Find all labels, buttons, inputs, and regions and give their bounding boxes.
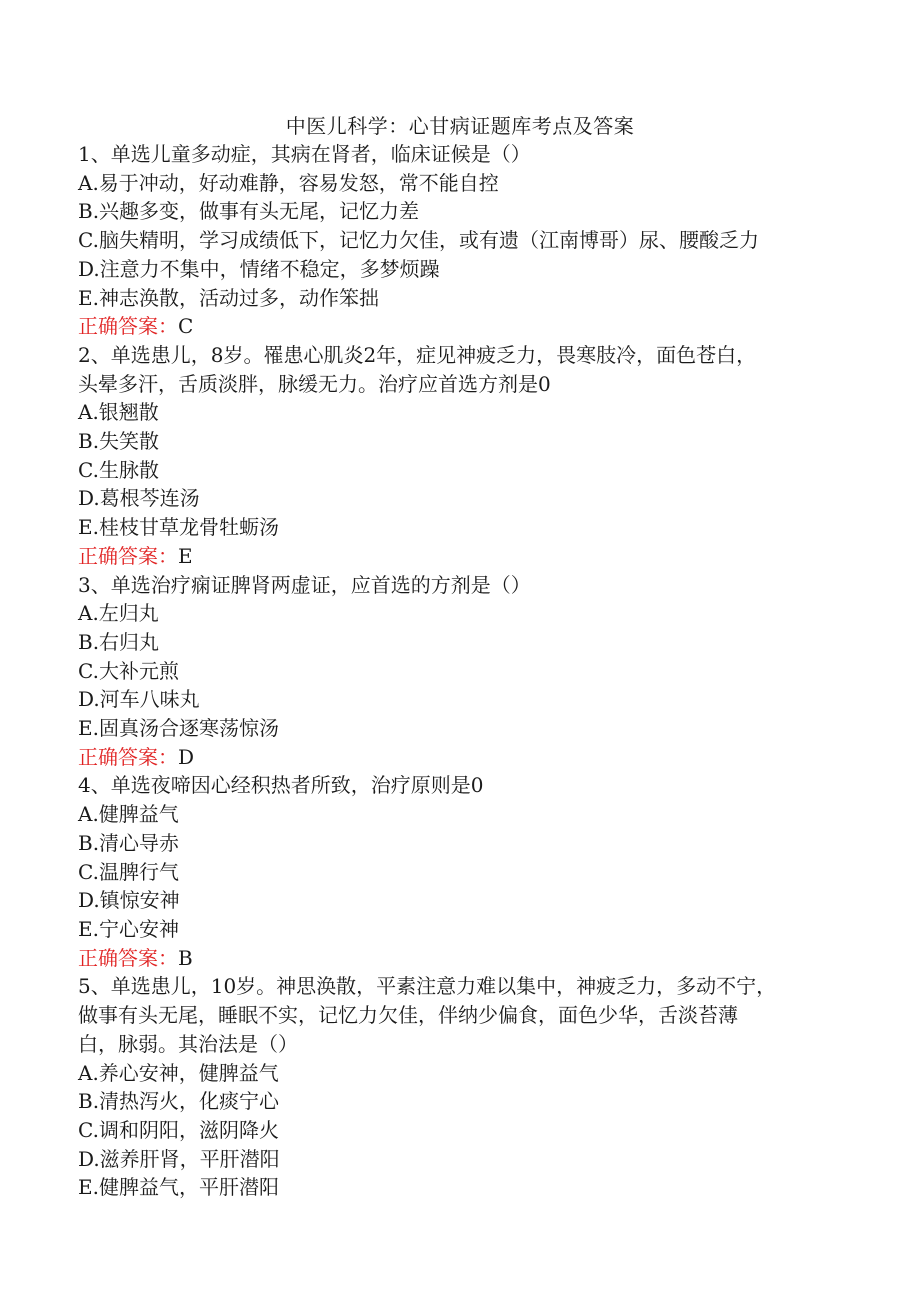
answer-label: 正确答案： [78, 543, 178, 568]
option-a: A.养心安神，健脾益气 [78, 1060, 279, 1085]
question-stem: 4、单选夜啼因心经积热者所致，治疗原则是0 [78, 773, 484, 798]
question-stem: 5、单选患儿，10岁。神思涣散，平素注意力难以集中，神疲乏力，多动不宁， [78, 974, 777, 999]
question-stem: 3、单选治疗痫证脾肾两虚证，应首选的方剂是（） [78, 572, 531, 597]
answer-line [78, 944, 828, 973]
question-stem-continued: 头晕多汗，舌质淡胖，脉缓无力。治疗应首选方剂是0 [78, 371, 551, 396]
option-a: A.银翘散 [78, 400, 159, 425]
question-stem-continued: 白，脉弱。其治法是（） [78, 1031, 298, 1056]
answer-line [78, 542, 828, 571]
answer-value: C [178, 314, 194, 339]
question-1 [78, 140, 828, 341]
option-c: C.温脾行气 [78, 859, 179, 884]
question-2 [78, 341, 828, 571]
answer-line [78, 743, 828, 772]
document-title: 中医儿科学：心甘病证题库考点及答案 [285, 114, 635, 138]
answer-label: 正确答案： [78, 314, 178, 339]
option-d: D.滋养肝肾，平肝潜阳 [78, 1146, 280, 1171]
answer-label: 正确答案： [78, 744, 178, 769]
option-b: B.清心导赤 [78, 830, 180, 855]
option-e: E.固真汤合逐寒荡惊汤 [78, 716, 279, 741]
answer-value: B [178, 945, 193, 970]
option-d: D.葛根芩连汤 [78, 486, 200, 511]
question-stem: 2、单选患儿，8岁。罹患心肌炎2年，症见神疲乏力，畏寒肢冷，面色苍白， [78, 342, 757, 367]
answer-value: E [178, 543, 193, 568]
answer-label: 正确答案： [78, 945, 178, 970]
question-stem-continued: 做事有头无尾，睡眠不实，记忆力欠佳，伴纳少偏食，面色少华，舌淡苔薄 [78, 1003, 738, 1028]
question-4 [78, 771, 828, 972]
option-c: C.生脉散 [78, 457, 159, 482]
option-b: B.清热泻火，化痰宁心 [78, 1089, 280, 1114]
question-3 [78, 571, 828, 772]
option-b: B.兴趣多变，做事有头无尾，记忆力差 [78, 199, 420, 224]
option-e: E.宁心安神 [78, 916, 179, 941]
option-c: C.调和阴阳，滋阴降火 [78, 1117, 279, 1142]
question-5 [78, 972, 828, 1202]
option-a: A.易于冲动，好动难静，容易发怒，常不能自控 [78, 170, 499, 195]
option-d: D.注意力不集中，情绪不稳定，多梦烦躁 [78, 256, 440, 281]
option-d: D.河车八味丸 [78, 687, 200, 712]
option-d: D.镇惊安神 [78, 888, 180, 913]
answer-line [78, 312, 828, 341]
option-e: E.神志涣散，活动过多，动作笨拙 [78, 285, 379, 310]
question-list [78, 140, 828, 1202]
option-e: E.健脾益气，平肝潜阳 [78, 1175, 279, 1200]
answer-value: D [178, 744, 195, 769]
option-c: C.大补元煎 [78, 658, 179, 683]
option-c: C.脑失精明，学习成绩低下，记忆力欠佳，或有遗（江南博哥）尿、腰酸乏力 [78, 228, 759, 253]
option-e: E.桂枝甘草龙骨牡蛎汤 [78, 515, 279, 540]
option-a: A.健脾益气 [78, 802, 179, 827]
question-stem: 1、单选儿童多动症，其病在肾者，临床证候是（） [78, 142, 531, 166]
option-b: B.右归丸 [78, 629, 160, 654]
option-b: B.失笑散 [78, 429, 160, 454]
option-a: A.左归丸 [78, 601, 159, 626]
